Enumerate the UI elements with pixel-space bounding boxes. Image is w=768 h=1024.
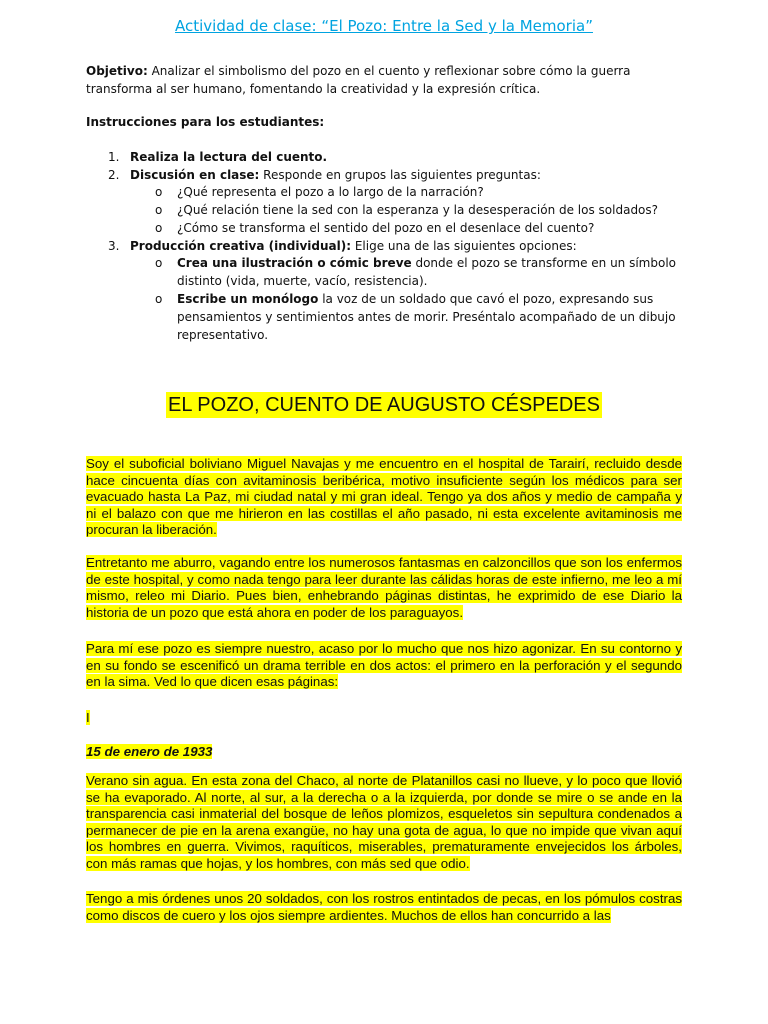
objective-label: Objetivo: [86, 64, 148, 78]
story-paragraph: Soy el suboficial boliviano Miguel Navajas y me encuentro en el hospital de Tarairí, recluido desde hace cincuenta días con avitaminosis beribérica, motivo insuficiente según los médicos para ser evacuado hasta La Paz, mi ciudad natal y mi gran ideal. Tengo ya dos años y medio de campaña y ni el balazo con que me hirieron en las costillas el año pasado, ni esta excelente avitaminosis me procuran la liberación. [86, 456, 682, 537]
sub-bullet: o [155, 203, 163, 217]
objective-paragraph [86, 62, 686, 98]
story-paragraph: Tengo a mis órdenes unos 20 soldados, con los rostros entintados de pecas, en los pómulos costras como discos de cuero y los ojos siempre ardientes. Muchos de ellos han concurrido a las [86, 891, 682, 923]
option-text: donde el pozo se transforme en un símbolo distinto (vida, muerte, vacío, resistencia). [177, 256, 677, 288]
instructions-heading: Instrucciones para los estudiantes: [86, 115, 325, 129]
diary-date: 15 de enero de 1933 [86, 744, 213, 759]
question-text: ¿Cómo se transforma el sentido del pozo en el desenlace del cuento? [177, 221, 595, 235]
question-text: ¿Qué relación tiene la sed con la esperanza y la desesperación de los soldados? [177, 203, 659, 217]
story-paragraph: Para mí ese pozo es siempre nuestro, acaso por lo mucho que nos hizo agonizar. En su contorno y en su fondo se escenificó un drama terrible en dos actos: el primero en la perforación y el segundo en la sima. Ved lo que dicen esas páginas: [86, 641, 682, 689]
section-number: I [86, 710, 90, 725]
list-item-bold: Discusión en clase: [130, 168, 260, 182]
option-bold: Crea una ilustración o cómic breve [177, 256, 412, 270]
sub-bullet: o [155, 185, 163, 199]
activity-title: Actividad de clase: “El Pozo: Entre la Sed y la Memoria” [175, 17, 593, 35]
sub-bullet: o [155, 292, 163, 306]
option-text: la voz de un soldado que cavó el pozo, expresando sus pensamientos y sentimientos antes de morir. Preséntalo acompañado de un dibujo representativo. [177, 292, 676, 342]
question-text: ¿Qué representa el pozo a lo largo de la narración? [177, 185, 484, 199]
list-number: 3. [108, 239, 120, 253]
list-item-text: Elige una de las siguientes opciones: [351, 239, 577, 253]
list-item-bold: Producción creativa (individual): [130, 239, 352, 253]
list-number: 1. [108, 150, 120, 164]
option-bold: Escribe un monólogo [177, 292, 319, 306]
list-item-text: Responde en grupos las siguientes preguntas: [259, 168, 541, 182]
objective-text: Analizar el simbolismo del pozo en el cuento y reflexionar sobre cómo la guerra transforma al ser humano, fomentando la creatividad y la expresión crítica. [86, 64, 631, 96]
list-number: 2. [108, 168, 120, 182]
story-paragraph: Entretanto me aburro, vagando entre los numerosos fantasmas en calzoncillos que son los enfermos de este hospital, y como nada tengo para leer durante las cálidas horas de este infierno, me leo a mí mismo, releo mi Diario. Pues bien, enhebrando páginas distintas, he exprimido de ese Diario la historia de un pozo que está ahora en poder de los paraguayos. [86, 555, 682, 620]
story-paragraph: Verano sin agua. En esta zona del Chaco, al norte de Platanillos casi no llueve, y lo poco que llovió se ha evaporado. Al norte, al sur, a la derecha o a la izquierda, por donde se mire o se ande en la transparencia casi inmaterial del bosque de leños plomizos, esqueletos sin sepultura condenados a permanecer de pie en la arena exangüe, no hay una gota de agua, lo que no impide que vivan aquí los hombres en guerra. Vivimos, raquíticos, miserables, prematuramente envejecidos los árboles, con más ramas que hojas, y los hombres, con más sed que odio. [86, 773, 682, 871]
story-title: EL POZO, CUENTO DE AUGUSTO CÉSPEDES [168, 394, 600, 416]
sub-bullet: o [155, 221, 163, 235]
sub-bullet: o [155, 256, 163, 270]
list-item-bold: Realiza la lectura del cuento. [130, 150, 328, 164]
